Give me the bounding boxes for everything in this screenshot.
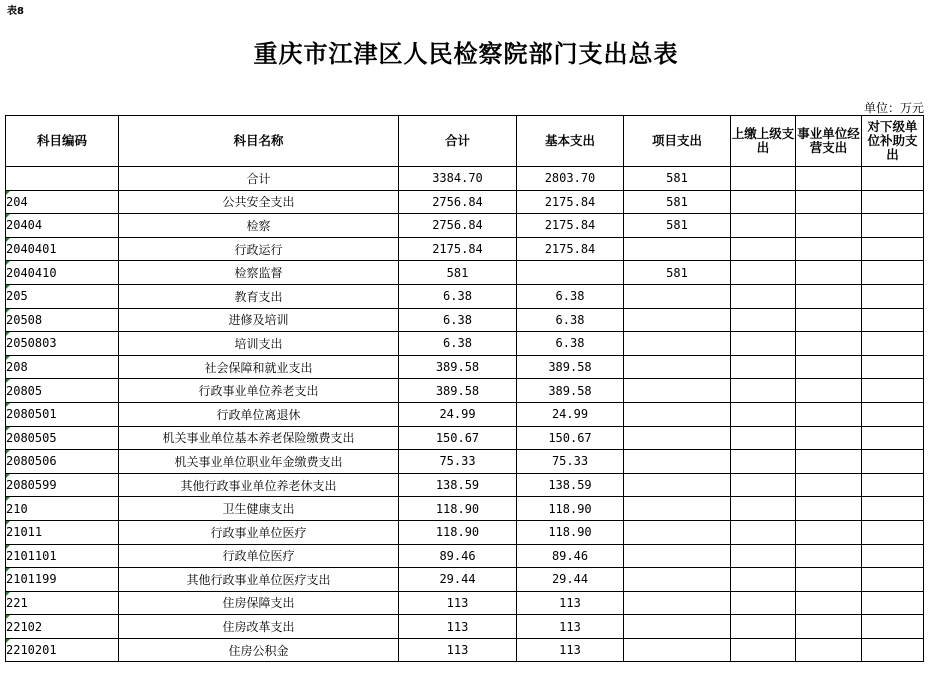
cell-business [796,261,862,285]
cell-code: 204 [6,190,119,214]
header-total: 合计 [399,116,517,167]
cell-total: 6.38 [399,308,517,332]
table-row [6,591,924,615]
header-basic: 基本支出 [517,116,624,167]
cell-basic: 389.58 [517,379,624,403]
header-name: 科目名称 [119,116,399,167]
cell-basic: 2175.84 [517,214,624,238]
cell-total: 389.58 [399,379,517,403]
cell-business [796,332,862,356]
cell-upper [731,261,796,285]
cell-business [796,284,862,308]
cell-code: 2050803 [6,332,119,356]
cell-business [796,308,862,332]
unit-label: 单位：万元 [863,101,924,115]
cell-basic: 6.38 [517,284,624,308]
cell-business [796,190,862,214]
cell-upper [731,190,796,214]
cell-upper [731,520,796,544]
table-row [6,355,924,379]
cell-code: 208 [6,355,119,379]
cell-upper [731,426,796,450]
cell-code: 2080599 [6,473,119,497]
cell-basic: 2175.84 [517,190,624,214]
cell-basic: 389.58 [517,355,624,379]
cell-upper [731,237,796,261]
cell-basic: 113 [517,615,624,639]
cell-project: 581 [624,190,731,214]
cell-code: 2210201 [6,638,119,662]
cell-subsidy [862,473,924,497]
cell-name: 进修及培训 [119,308,399,332]
cell-name: 社会保障和就业支出 [119,355,399,379]
cell-project [624,473,731,497]
table-row [6,167,924,191]
table-row [6,568,924,592]
cell-business [796,497,862,521]
cell-business [796,167,862,191]
table-row [6,615,924,639]
cell-name: 其他行政事业单位养老休支出 [119,473,399,497]
cell-code: 2040410 [6,261,119,285]
cell-name: 行政事业单位医疗 [119,520,399,544]
cell-business [796,473,862,497]
cell-total: 118.90 [399,497,517,521]
cell-upper [731,615,796,639]
cell-name: 检察 [119,214,399,238]
cell-code: 20404 [6,214,119,238]
cell-basic: 24.99 [517,402,624,426]
cell-basic: 29.44 [517,568,624,592]
cell-name: 其他行政事业单位医疗支出 [119,568,399,592]
table-row [6,450,924,474]
cell-code [6,167,119,191]
cell-project [624,638,731,662]
header-upper: 上缴上级支出 [731,116,796,167]
table-row [6,190,924,214]
cell-basic: 118.90 [517,497,624,521]
cell-basic: 2175.84 [517,237,624,261]
cell-code: 21011 [6,520,119,544]
cell-subsidy [862,450,924,474]
cell-project: 581 [624,167,731,191]
header-row [6,116,924,167]
cell-name: 培训支出 [119,332,399,356]
table-row [6,332,924,356]
cell-project [624,402,731,426]
cell-name: 行政单位离退休 [119,402,399,426]
cell-basic [517,261,624,285]
cell-code: 210 [6,497,119,521]
table-row [6,261,924,285]
cell-basic: 150.67 [517,426,624,450]
cell-project [624,426,731,450]
cell-upper [731,638,796,662]
cell-code: 2101101 [6,544,119,568]
table-row [6,284,924,308]
cell-subsidy [862,591,924,615]
cell-subsidy [862,167,924,191]
cell-total: 24.99 [399,402,517,426]
table-row [6,473,924,497]
cell-basic: 2803.70 [517,167,624,191]
cell-name: 行政单位医疗 [119,544,399,568]
cell-business [796,214,862,238]
cell-business [796,450,862,474]
cell-code: 221 [6,591,119,615]
cell-business [796,544,862,568]
cell-name: 行政运行 [119,237,399,261]
header-subsidy: 对下级单位补助支出 [862,116,924,167]
cell-project: 581 [624,261,731,285]
table-row [6,214,924,238]
table-row [6,379,924,403]
cell-total: 29.44 [399,568,517,592]
cell-code: 2080501 [6,402,119,426]
cell-total: 113 [399,615,517,639]
cell-project [624,355,731,379]
cell-project [624,237,731,261]
expenditure-table [5,115,924,662]
cell-project [624,332,731,356]
table-number: 表8 [7,6,24,17]
table-row [6,402,924,426]
header-business: 事业单位经营支出 [796,116,862,167]
cell-subsidy [862,426,924,450]
cell-total: 6.38 [399,332,517,356]
cell-name: 行政事业单位养老支出 [119,379,399,403]
cell-name: 住房保障支出 [119,591,399,615]
cell-subsidy [862,332,924,356]
cell-business [796,237,862,261]
cell-business [796,568,862,592]
cell-business [796,638,862,662]
cell-upper [731,568,796,592]
cell-business [796,615,862,639]
cell-code: 22102 [6,615,119,639]
cell-business [796,402,862,426]
cell-subsidy [862,261,924,285]
cell-name: 合计 [119,167,399,191]
cell-subsidy [862,379,924,403]
cell-subsidy [862,544,924,568]
cell-upper [731,497,796,521]
cell-upper [731,355,796,379]
page-title: 重庆市江津区人民检察院部门支出总表 [253,39,679,68]
cell-name: 机关事业单位基本养老保险缴费支出 [119,426,399,450]
cell-project [624,308,731,332]
cell-total: 2756.84 [399,190,517,214]
cell-code: 205 [6,284,119,308]
cell-upper [731,308,796,332]
cell-total: 389.58 [399,355,517,379]
cell-basic: 6.38 [517,332,624,356]
cell-total: 113 [399,638,517,662]
cell-basic: 138.59 [517,473,624,497]
cell-basic: 89.46 [517,544,624,568]
cell-subsidy [862,308,924,332]
cell-project [624,568,731,592]
cell-project [624,591,731,615]
table-row [6,497,924,521]
cell-upper [731,284,796,308]
cell-name: 卫生健康支出 [119,497,399,521]
cell-project [624,379,731,403]
table-row [6,544,924,568]
cell-subsidy [862,568,924,592]
cell-upper [731,332,796,356]
cell-name: 公共安全支出 [119,190,399,214]
header-code: 科目编码 [6,116,119,167]
cell-code: 2040401 [6,237,119,261]
cell-project [624,615,731,639]
cell-upper [731,544,796,568]
cell-name: 住房改革支出 [119,615,399,639]
cell-basic: 118.90 [517,520,624,544]
table-row [6,520,924,544]
cell-name: 机关事业单位职业年金缴费支出 [119,450,399,474]
cell-upper [731,591,796,615]
cell-total: 75.33 [399,450,517,474]
cell-subsidy [862,497,924,521]
cell-upper [731,473,796,497]
table-row [6,426,924,450]
table-row [6,638,924,662]
table-row [6,237,924,261]
cell-subsidy [862,237,924,261]
cell-basic: 6.38 [517,308,624,332]
cell-basic: 113 [517,591,624,615]
cell-subsidy [862,638,924,662]
cell-code: 2080505 [6,426,119,450]
cell-name: 住房公积金 [119,638,399,662]
cell-project [624,544,731,568]
cell-total: 6.38 [399,284,517,308]
cell-upper [731,167,796,191]
cell-total: 3384.70 [399,167,517,191]
cell-subsidy [862,355,924,379]
cell-subsidy [862,190,924,214]
cell-project [624,284,731,308]
table-row [6,308,924,332]
cell-total: 581 [399,261,517,285]
cell-business [796,591,862,615]
cell-code: 20508 [6,308,119,332]
cell-code: 2101199 [6,568,119,592]
cell-project: 581 [624,214,731,238]
cell-basic: 113 [517,638,624,662]
cell-name: 教育支出 [119,284,399,308]
cell-total: 150.67 [399,426,517,450]
cell-total: 118.90 [399,520,517,544]
cell-total: 89.46 [399,544,517,568]
cell-subsidy [862,520,924,544]
cell-upper [731,450,796,474]
cell-subsidy [862,284,924,308]
cell-project [624,520,731,544]
cell-total: 113 [399,591,517,615]
cell-total: 138.59 [399,473,517,497]
header-project: 项目支出 [624,116,731,167]
cell-business [796,379,862,403]
cell-code: 20805 [6,379,119,403]
cell-subsidy [862,402,924,426]
cell-business [796,355,862,379]
cell-project [624,450,731,474]
cell-total: 2175.84 [399,237,517,261]
cell-subsidy [862,615,924,639]
cell-upper [731,379,796,403]
cell-subsidy [862,214,924,238]
cell-code: 2080506 [6,450,119,474]
cell-basic: 75.33 [517,450,624,474]
cell-name: 检察监督 [119,261,399,285]
cell-upper [731,214,796,238]
cell-upper [731,402,796,426]
cell-project [624,497,731,521]
cell-total: 2756.84 [399,214,517,238]
cell-business [796,426,862,450]
cell-business [796,520,862,544]
